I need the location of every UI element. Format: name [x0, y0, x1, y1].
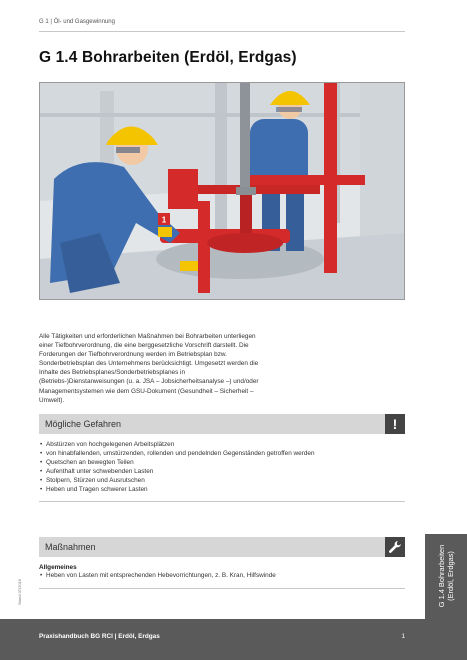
chapter-tab-line1: G 1.4 Bohrarbeiten	[437, 544, 446, 608]
page-footer	[0, 619, 467, 660]
section-title: Bohrarbeiten (Erdöl, Erdgas)	[82, 49, 297, 66]
footer-publication: Praxishandbuch BG RCI | Erdöl, Erdgas	[39, 633, 160, 640]
list-item: • Stolpern, Stürzen und Ausrutschen	[39, 477, 405, 486]
version-note: Stand 07/2016	[17, 578, 22, 605]
hazards-heading: Mögliche Gefahren	[45, 419, 122, 429]
measures-heading: Maßnahmen	[45, 542, 96, 552]
list-item: • Abstürzen von hochgelegenen Arbeitsplätzen	[39, 441, 405, 450]
measures-divider	[39, 588, 405, 589]
measures-subheading: Allgemeines	[39, 564, 77, 571]
exclamation-icon: !	[385, 414, 405, 434]
callout-number: 1	[161, 215, 167, 225]
section-number: G 1.4	[39, 49, 78, 66]
list-item: • Heben und Tragen schwerer Lasten	[39, 486, 405, 495]
hazards-header	[39, 414, 405, 434]
measures-panel	[39, 537, 405, 589]
hazards-divider	[39, 501, 405, 502]
drilling-scene-graphic	[40, 83, 404, 299]
breadcrumb: G 1 | Öl- und Gasgewinnung	[39, 19, 115, 25]
intro-paragraph: Alle Tätigkeiten und erforderlichen Maßnahmen bei Bohrarbeiten unterliegen einer Tiefbohrverordnung, die eine berggesetzliche Vorschrift darstellt. Die Forderungen der Tiefbohrverordnung werden im Betriebsplan bzw. Sonderbetriebsplan des Unternehmens berücksichtigt. Umgesetzt werden die Inhalte des Betriebsplanes/Sonderbetriebsplanes in (Betriebs-)Dienstanweisungen (u. a. JSA – Jobsicherheitsanalyse –) und/oder Managementsystemen wie dem GSU-Dokument (Gesundheit – Sicherheit – Umwelt).	[39, 333, 259, 404]
hazards-list	[39, 441, 405, 494]
hazards-panel	[39, 414, 405, 502]
list-item: • Aufenthalt unter schwebenden Lasten	[39, 468, 405, 477]
list-item: • Quetschen an bewegten Teilen	[39, 459, 405, 468]
wrench-icon	[385, 537, 405, 557]
measures-header	[39, 537, 405, 557]
list-item: • von hinabfallenden, umstürzenden, rollenden und pendelnden Gegenständen getroffen werden	[39, 450, 405, 459]
drilling-illustration	[39, 82, 405, 300]
measures-list	[39, 572, 405, 581]
page-number: 1	[401, 633, 405, 640]
chapter-tab-line2: (Erdöl, Erdgas)	[446, 551, 455, 601]
page-title	[39, 49, 297, 67]
header-divider	[39, 31, 405, 32]
list-item: • Heben von Lasten mit entsprechenden Hebevorrichtungen, z. B. Kran, Hilfswinde	[39, 572, 405, 581]
chapter-tab	[425, 534, 467, 619]
